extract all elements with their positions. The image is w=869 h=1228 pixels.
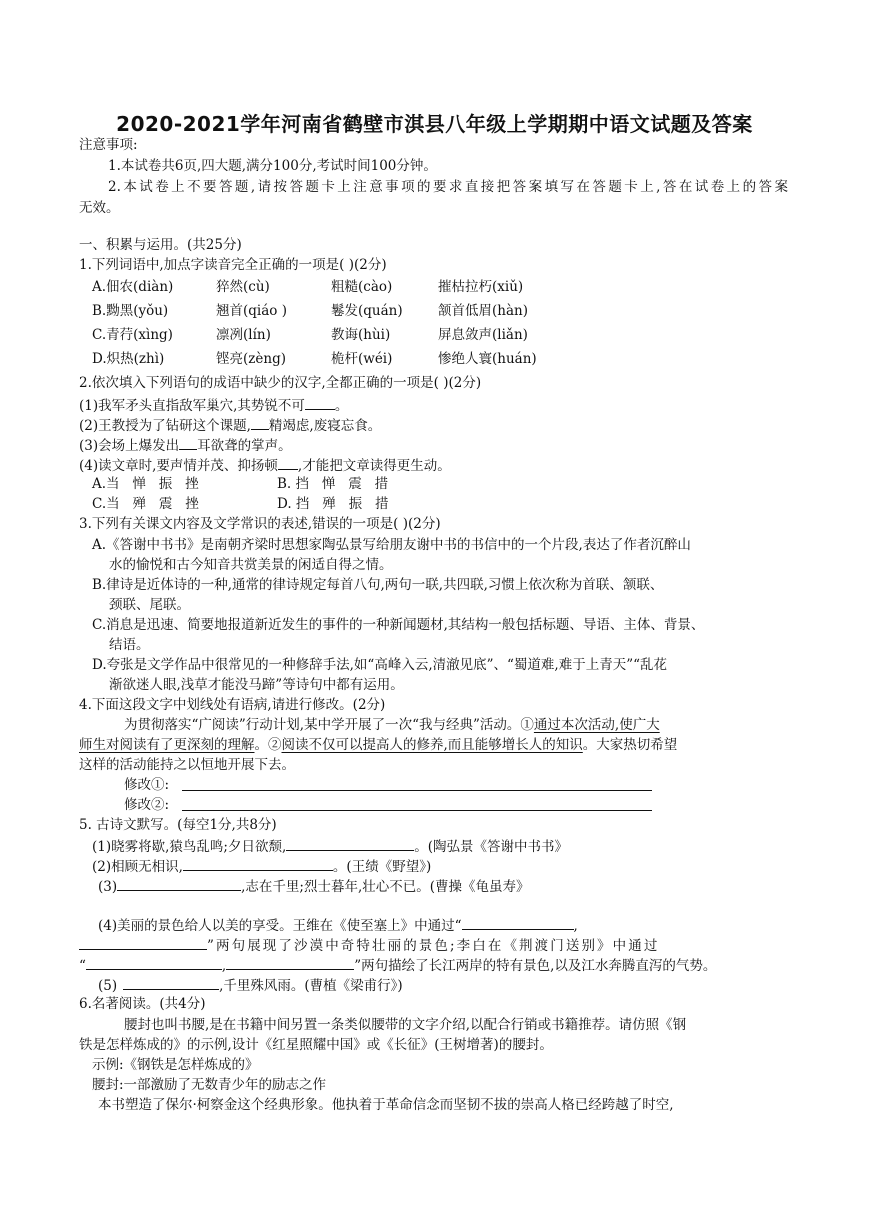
q4-fix-1-line[interactable]	[182, 790, 652, 791]
answer-blank[interactable]	[86, 955, 222, 970]
q4-underlined-1-cont: 师生对阅读有了更深刻的理解	[79, 737, 255, 753]
q5-text: (2)相顾无相识,	[92, 859, 183, 875]
q3-option-c-cont: 结语。	[109, 637, 150, 653]
question-4-stem: 4.下面这段文字中划线处有语病,请进行修改。(2分)	[79, 697, 386, 713]
q5-text: 。(王绩《野望》)	[332, 859, 432, 875]
answer-blank[interactable]	[286, 836, 414, 851]
question-3-stem: 3.下列有关课文内容及文学常识的表述,错误的一项是( )(2分)	[79, 516, 441, 532]
q1-a-1: A.佃农(diàn)	[92, 279, 174, 295]
q6-para-1-cont: 铁是怎样炼成的》的示例,设计《红星照耀中国》或《长征》(王树增著)的腰封。	[79, 1037, 553, 1053]
answer-blank[interactable]	[123, 975, 219, 990]
question-6-stem: 6.名著阅读。(共4分)	[79, 996, 206, 1012]
q1-row-c	[92, 326, 528, 344]
q3-option-b: B.律诗是近体诗的一种,通常的律诗规定每首八句,两句一联,共四联,习惯上依次称为首联、颔联、	[92, 577, 664, 593]
q5-line-1	[92, 836, 568, 856]
q6-example-title: 示例:《钢铁是怎样炼成的》	[92, 1057, 259, 1073]
question-5-stem: 5. 古诗文默写。(每空1分,共8分)	[79, 817, 277, 833]
q4-underlined-1: 通过本次活动,使广大	[533, 717, 660, 733]
q2-sentence-1	[79, 395, 348, 415]
q5-text: ,	[221, 958, 227, 974]
q5-text: “	[79, 958, 86, 974]
section-heading: 一、积累与运用。(共25分)	[79, 237, 242, 253]
answer-blank[interactable]	[79, 935, 207, 950]
q5-line-5	[98, 975, 403, 995]
q1-b-2: 翘首(qiáo )	[216, 303, 287, 319]
q2-option-c: C.当 殚 震 挫	[92, 496, 199, 512]
q1-c-3: 教诲(hùi)	[331, 327, 391, 343]
q4-underlined-2: 阅读不仅可以提高人的修养,而且能够增长人的知识	[281, 737, 583, 753]
q6-example-belt: 腰封:一部激励了无数青少年的励志之作	[92, 1077, 327, 1093]
q5-text: (4)美丽的景色给人以美的享受。王维在《使至塞上》中通过“	[98, 918, 462, 934]
q1-d-2: 铿亮(zèng)	[216, 351, 286, 367]
q4-fix-1-label: 修改①:	[124, 777, 170, 793]
q3-option-a-cont: 水的愉悦和古今知音共赏美景的闲适自得之情。	[109, 557, 393, 573]
notice-item-2: 2.本试卷上不要答题,请按答题卡上注意事项的要求直接把答案填写在答题卡上,答在试卷上的答案	[108, 179, 788, 195]
q5-text: ”两句描绘了长江两岸的特有景色,以及江水奔腾直泻的气势。	[354, 958, 717, 974]
q2-sentence-4	[79, 455, 451, 475]
q5-text: (5)	[98, 978, 118, 994]
q2-s1-end: 。	[334, 398, 349, 414]
q2-s4-end: ,才能把文章读得更生动。	[297, 458, 451, 474]
q4-fix-2-line[interactable]	[182, 810, 652, 811]
q5-text: (3)	[98, 879, 118, 895]
q2-sentence-3	[79, 435, 292, 455]
q1-b-3: 鬈发(quán)	[331, 303, 403, 319]
q2-s3-end: 耳欲聋的掌声。	[197, 438, 292, 454]
q4-text: 。大家热切希望	[582, 737, 678, 753]
q1-b-1: B.黝黑(yǒu)	[92, 303, 169, 319]
q5-text: ”两句展现了沙漠中奇特壮丽的景色;李白在《荆渡门送别》中通过	[207, 938, 660, 954]
q1-a-4: 摧枯拉朽(xiǔ)	[438, 279, 524, 295]
q2-options-ab	[92, 475, 388, 493]
notice-item-1: 1.本试卷共6页,四大题,满分100分,考试时间100分钟。	[108, 158, 437, 174]
q1-row-a	[92, 278, 523, 296]
q3-option-d: D.夸张是文学作品中很常见的一种修辞手法,如“高峰入云,清澈见底”、“蜀道难,难于上青天”“乱花	[92, 657, 668, 673]
q5-line-4-cont	[79, 935, 659, 955]
q5-line-4-cont2	[79, 955, 716, 975]
q1-row-d	[92, 350, 537, 368]
q3-option-a: A.《答谢中书书》是南朝齐梁时思想家陶弘景写给朋友谢中书的书信中的一个片段,表达了作者沉醉山	[92, 537, 691, 553]
q4-passage-line-1	[124, 716, 660, 734]
question-1-stem: 1.下列词语中,加点字读音完全正确的一项是( )(2分)	[79, 257, 387, 273]
answer-blank[interactable]	[462, 915, 574, 930]
q3-option-b-cont: 颈联、尾联。	[109, 597, 190, 613]
q1-d-3: 桅杆(wéi)	[331, 351, 393, 367]
answer-blank[interactable]	[278, 455, 298, 470]
q4-text: 。②	[254, 737, 282, 753]
q2-option-b: B. 挡 惮 震 措	[277, 476, 389, 492]
answer-blank[interactable]	[179, 435, 197, 450]
q2-options-cd	[92, 495, 389, 513]
q2-s4-text: (4)读文章时,要声情并茂、抑扬顿	[79, 458, 278, 474]
q2-option-d: D. 挡 殚 振 措	[277, 496, 389, 512]
q5-text: ,千里殊风雨。(曹植《梁甫行》)	[219, 978, 403, 994]
q3-option-c: C.消息是迅速、简要地报道新近发生的事件的一种新闻题材,其结构一般包括标题、导语、主体、背景、	[92, 617, 705, 633]
q2-s3-text: (3)会场上爆发出	[79, 438, 180, 454]
q5-line-3	[98, 876, 530, 896]
q1-c-4: 屏息敛声(liǎn)	[438, 327, 528, 343]
q1-c-1: C.青荇(xìng)	[92, 327, 173, 343]
q1-a-2: 猝然(cù)	[216, 279, 270, 295]
q6-example-text: 本书塑造了保尔·柯察金这个经典形象。他执着于革命信念而坚韧不拔的崇高人格已经跨越了时空,	[98, 1097, 674, 1113]
notice-item-2-cont: 无效。	[79, 200, 120, 216]
q2-sentence-2	[79, 415, 381, 435]
q5-text: 。(陶弘景《答谢中书书》	[414, 839, 569, 855]
q2-s1-text: (1)我军矛头直指敌军巢穴,其势锐不可	[79, 398, 305, 414]
answer-blank[interactable]	[226, 955, 354, 970]
q1-row-b	[92, 302, 528, 320]
q6-para-1: 腰封也叫书腰,是在书籍中间另置一条类似腰带的文字介绍,以配合行销或书籍推荐。请仿照《钢	[124, 1017, 687, 1033]
question-2-stem: 2.依次填入下列语句的成语中缺少的汉字,全都正确的一项是( )(2分)	[79, 375, 482, 391]
q5-text: (1)晓雾将歇,猿鸟乱鸣;夕日欲颓,	[92, 839, 287, 855]
answer-blank[interactable]	[305, 395, 335, 410]
answer-blank[interactable]	[251, 415, 269, 430]
q2-s2-text: (2)王教授为了钻研这个课题,	[79, 418, 251, 434]
q4-fix-2-label: 修改②:	[124, 797, 170, 813]
answer-blank[interactable]	[117, 876, 241, 891]
q1-c-2: 凛冽(lín)	[216, 327, 271, 343]
answer-blank[interactable]	[183, 856, 333, 871]
q3-option-d-cont: 渐欲迷人眼,浅草才能没马蹄”等诗句中都有运用。	[109, 677, 404, 693]
q1-a-3: 粗糙(cào)	[331, 279, 393, 295]
q5-line-4	[98, 915, 578, 935]
q5-text: ,志在千里;烈士暮年,壮心不已。(曹操《龟虽寿》	[241, 879, 530, 895]
q4-passage-line-2	[79, 736, 677, 754]
q4-text: 为贯彻落实“广阅读”行动计划,某中学开展了一次“我与经典”活动。①	[124, 717, 534, 733]
q4-passage-line-3: 这样的活动能持之以恒地开展下去。	[79, 757, 295, 773]
exam-title: 2020-2021学年河南省鹤壁市淇县八年级上学期期中语文试题及答案	[116, 112, 753, 136]
notice-heading: 注意事项:	[79, 137, 138, 153]
q1-d-1: D.炽热(zhì)	[92, 351, 165, 367]
q1-d-4: 惨绝人寰(huán)	[438, 351, 537, 367]
q2-s2-end: 精竭虑,废寝忘食。	[268, 418, 382, 434]
q5-text: ,	[573, 918, 578, 934]
q5-line-2	[92, 856, 431, 876]
q2-option-a: A.当 惮 振 挫	[92, 476, 199, 492]
q1-b-4: 颔首低眉(hàn)	[438, 303, 528, 319]
